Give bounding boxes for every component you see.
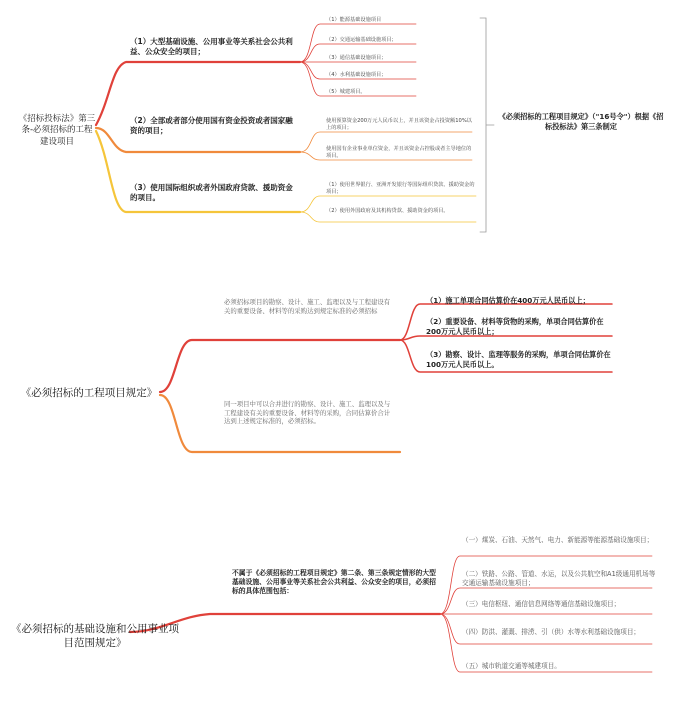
- map2-threshold-item[interactable]: （3）勘察、设计、监理等服务的采购，单项合同估算价在100万元人民币以上。: [426, 350, 611, 369]
- map2-threshold-item[interactable]: （2）重要设备、材料等货物的采购，单项合同估算价在200万元人民币以上；: [426, 317, 604, 336]
- map2-branch-1-label[interactable]: 必须招标项目的勘察、设计、施工、监理以及与工程建设有关的重要设备、材料等的采购达到规定标准的必须招标: [224, 298, 391, 315]
- map2-threshold-item[interactable]: （1）施工单项合同估算价在400万元人民币以上；: [426, 296, 590, 305]
- map1-branch-1-item[interactable]: （4）水利基础设施项目；: [326, 72, 387, 78]
- map2-root-topic[interactable]: 《必须招标的工程项目规定》: [20, 387, 158, 399]
- map1-branch-2-item[interactable]: 使用国有企业事业单位资金，并且该资金占控股或者主导地位的项目。: [326, 146, 472, 160]
- map3-scope-item[interactable]: （一）煤炭、石油、天然气、电力、新能源等能源基础设施项目；: [462, 536, 654, 544]
- map1-branch-2-item[interactable]: 使用预算资金200万元人民币以上，并且该资金占投资额10%以上的项目；: [326, 118, 472, 132]
- map1-root-topic[interactable]: 《招标投标法》第三条-必须招标的工程建设项目: [18, 114, 96, 147]
- map1-branch-3-item[interactable]: （2）使用外国政府及其机构贷款、援助资金的项目。: [326, 208, 449, 214]
- map3-scope-item[interactable]: （五）城市轨道交通等城建项目。: [462, 662, 561, 670]
- map3-scope-item[interactable]: （四）防洪、灌溉、排涝、引（供）水等水利基础设施项目；: [462, 628, 641, 636]
- map1-branch-1-item[interactable]: （3）通信基础设施项目；: [326, 55, 387, 61]
- map1-branch-1-item[interactable]: （5）城建项目。: [326, 89, 366, 95]
- map1-branch-2-label[interactable]: （2）全部或者部分使用国有资金投资或者国家融资的项目；: [130, 116, 293, 136]
- map1-branch-3-item[interactable]: （1）使用世界银行、亚洲开发银行等国际组织贷款、援助资金的项目；: [326, 182, 475, 196]
- map2-branch-2-label[interactable]: 同一项目中可以合并进行的勘察、设计、施工、监理以及与工程建设有关的重要设备、材料等的采购，合同估算价合计达到上述规定标准的，必须招标。: [224, 400, 391, 426]
- map1-summary-note[interactable]: 《必须招标的工程项目规定》（"16号令"）根据《招标投标法》第三条制定: [498, 112, 664, 131]
- map1-branch-1-item[interactable]: （1）能源基础设施项目: [326, 17, 382, 23]
- map3-root-topic[interactable]: 《必须招标的基础设施和公用事业项目范围规定》: [11, 623, 179, 650]
- map3-scope-item[interactable]: （三）电信枢纽、通信信息网络等通信基础设施项目；: [462, 600, 621, 608]
- map1-branch-1-label[interactable]: （1）大型基础设施、公用事业等关系社会公共利益、公众安全的项目；: [130, 37, 293, 57]
- map3-center-label[interactable]: 不属于《必须招标的工程项目规定》第二条、第三条规定情形的大型基础设施、公用事业等关系社会公共利益、公众安全的项目，必须招标的具体范围包括：: [232, 569, 436, 596]
- map3-scope-item[interactable]: （二）铁路、公路、管道、水运，以及公共航空和A1级通用机场等交通运输基础设施项目；: [462, 570, 656, 587]
- map1-branch-1-item[interactable]: （2）交通运输基础设施项目；: [326, 37, 397, 43]
- map1-branch-3-label[interactable]: （3）使用国际组织或者外国政府贷款、援助资金的项目。: [130, 183, 293, 203]
